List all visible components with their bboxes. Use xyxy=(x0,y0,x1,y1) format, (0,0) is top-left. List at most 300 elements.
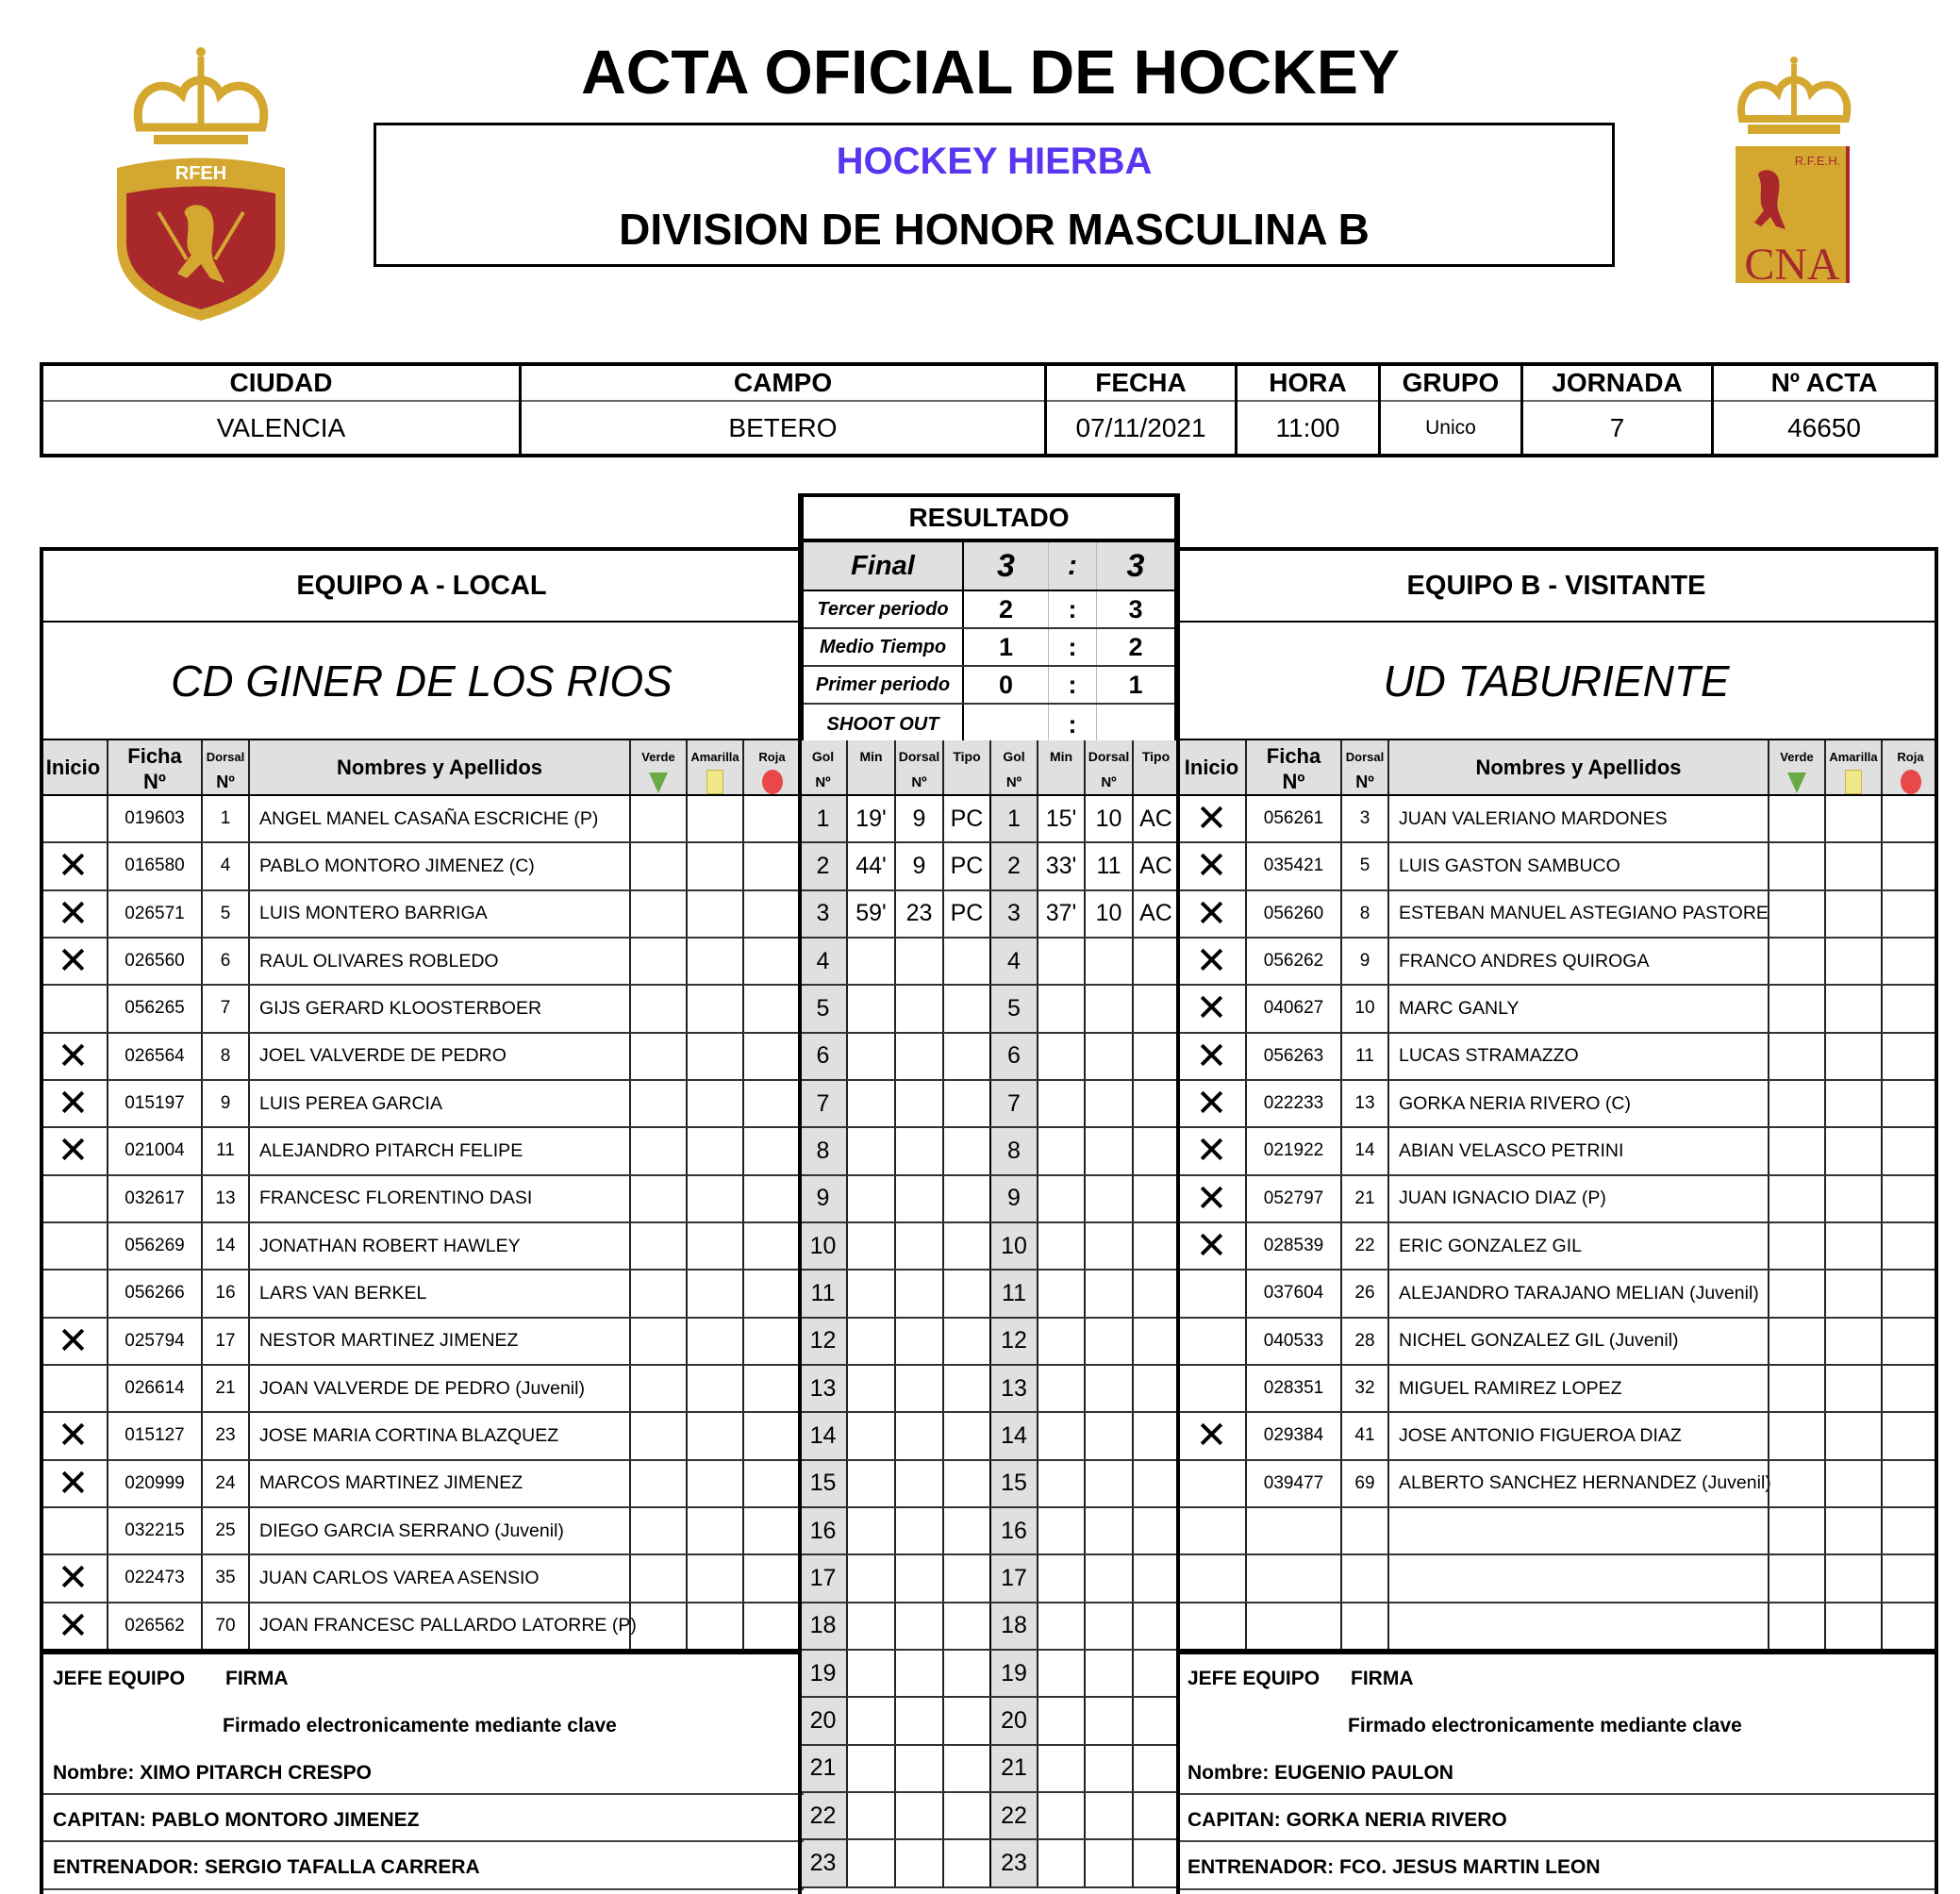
goal-dorsal-a[interactable] xyxy=(894,1746,942,1791)
goal-dorsal-a[interactable] xyxy=(894,1461,942,1506)
goal-dorsal-a[interactable]: 9 xyxy=(894,796,942,841)
goal-min-b[interactable] xyxy=(1037,1319,1084,1364)
goal-min-b[interactable] xyxy=(1037,1793,1084,1838)
goal-min-a[interactable] xyxy=(846,986,894,1031)
yellow-card-cell[interactable] xyxy=(686,1034,742,1079)
goal-tipo-a[interactable] xyxy=(942,1651,989,1696)
green-card-cell[interactable] xyxy=(1768,1034,1824,1079)
inicio-mark[interactable] xyxy=(1178,1508,1245,1553)
goal-tipo-b[interactable] xyxy=(1132,1413,1178,1458)
goal-dorsal-a[interactable] xyxy=(894,986,942,1031)
inicio-mark[interactable] xyxy=(40,796,107,841)
red-card-cell[interactable] xyxy=(1881,1366,1938,1411)
goal-row xyxy=(800,1081,1178,1128)
yellow-card-cell[interactable] xyxy=(1824,1271,1881,1316)
goal-tipo-b[interactable] xyxy=(1132,1128,1178,1173)
goal-dorsal-b[interactable]: 10 xyxy=(1084,796,1132,841)
yellow-card-cell[interactable] xyxy=(686,1128,742,1173)
goal-tipo-b[interactable] xyxy=(1132,1366,1178,1411)
goal-dorsal-a[interactable]: 23 xyxy=(894,891,942,937)
goal-tipo-a[interactable] xyxy=(942,1223,989,1269)
inicio-mark[interactable]: ✕ xyxy=(57,1557,90,1600)
goal-min-a[interactable] xyxy=(846,1698,894,1743)
goal-min-b[interactable] xyxy=(1037,986,1084,1031)
goal-tipo-a[interactable] xyxy=(942,1746,989,1791)
goal-min-b[interactable]: 33' xyxy=(1037,843,1084,889)
red-card-cell[interactable] xyxy=(742,1176,800,1221)
yellow-card-cell[interactable] xyxy=(1824,843,1881,889)
yellow-card-cell[interactable] xyxy=(686,1508,742,1553)
green-card-cell[interactable] xyxy=(629,986,686,1031)
red-card-cell[interactable] xyxy=(1881,939,1938,984)
goal-tipo-a[interactable] xyxy=(942,1366,989,1411)
yellow-card-cell[interactable] xyxy=(1824,939,1881,984)
yellow-card-cell[interactable] xyxy=(1824,1461,1881,1506)
green-card-cell[interactable] xyxy=(629,1128,686,1173)
goal-dorsal-b[interactable] xyxy=(1084,1081,1132,1126)
goal-dorsal-b[interactable] xyxy=(1084,1034,1132,1079)
green-card-cell[interactable] xyxy=(629,843,686,889)
yellow-card-cell[interactable] xyxy=(686,1223,742,1269)
green-card-cell[interactable] xyxy=(629,1413,686,1458)
goal-dorsal-b[interactable] xyxy=(1084,1603,1132,1649)
goal-min-b[interactable] xyxy=(1037,1461,1084,1506)
goal-tipo-b[interactable]: AC xyxy=(1132,891,1178,937)
goal-dorsal-b[interactable] xyxy=(1084,1366,1132,1411)
goal-dorsal-a[interactable] xyxy=(894,1223,942,1269)
red-card-cell[interactable] xyxy=(1881,1555,1938,1601)
red-card-cell[interactable] xyxy=(1881,1034,1938,1079)
goal-min-a[interactable] xyxy=(846,1223,894,1269)
goal-tipo-b[interactable] xyxy=(1132,1840,1178,1886)
goal-min-a[interactable] xyxy=(846,1461,894,1506)
green-card-cell[interactable] xyxy=(1768,1555,1824,1601)
red-card-cell[interactable] xyxy=(1881,1461,1938,1506)
goal-dorsal-a[interactable] xyxy=(894,1271,942,1316)
goal-tipo-b[interactable] xyxy=(1132,1223,1178,1269)
goal-tipo-b[interactable] xyxy=(1132,1034,1178,1079)
goal-tipo-a[interactable] xyxy=(942,1603,989,1649)
goal-tipo-a[interactable] xyxy=(942,1128,989,1173)
inicio-mark[interactable]: ✕ xyxy=(57,845,90,888)
green-card-cell[interactable] xyxy=(1768,1319,1824,1364)
yellow-card-cell[interactable] xyxy=(686,796,742,841)
goal-dorsal-b[interactable] xyxy=(1084,939,1132,984)
goal-tipo-b[interactable] xyxy=(1132,1793,1178,1838)
yellow-card-cell[interactable] xyxy=(686,1555,742,1601)
ficha-number: 026614 xyxy=(107,1366,201,1411)
goal-min-a[interactable]: 59' xyxy=(846,891,894,937)
goal-dorsal-b[interactable]: 11 xyxy=(1084,843,1132,889)
yellow-card-icon xyxy=(706,770,723,794)
red-card-cell[interactable] xyxy=(742,1555,800,1601)
green-card-cell[interactable] xyxy=(629,1603,686,1649)
goal-min-b[interactable] xyxy=(1037,1366,1084,1411)
goal-tipo-b[interactable] xyxy=(1132,1555,1178,1601)
goal-tipo-a[interactable] xyxy=(942,1081,989,1126)
goal-dorsal-b[interactable] xyxy=(1084,1651,1132,1696)
player-row xyxy=(1178,1461,1938,1508)
green-card-cell[interactable] xyxy=(1768,939,1824,984)
goal-dorsal-b[interactable] xyxy=(1084,986,1132,1031)
goal-min-a[interactable] xyxy=(846,1128,894,1173)
inicio-mark[interactable] xyxy=(40,1366,107,1411)
goal-min-a[interactable] xyxy=(846,939,894,984)
green-card-cell[interactable] xyxy=(629,939,686,984)
dorsal-number: 70 xyxy=(201,1603,248,1649)
green-card-cell[interactable] xyxy=(1768,986,1824,1031)
green-card-cell[interactable] xyxy=(629,1461,686,1506)
red-card-cell[interactable] xyxy=(742,1081,800,1126)
red-card-cell[interactable] xyxy=(742,1366,800,1411)
green-card-cell[interactable] xyxy=(629,1271,686,1316)
result-label: SHOOT OUT xyxy=(804,705,964,744)
red-card-cell[interactable] xyxy=(742,1128,800,1173)
green-card-cell[interactable] xyxy=(1768,891,1824,937)
green-card-cell[interactable] xyxy=(629,1319,686,1364)
goal-min-b[interactable] xyxy=(1037,1840,1084,1886)
green-card-cell[interactable] xyxy=(629,1034,686,1079)
green-card-cell[interactable] xyxy=(629,1081,686,1126)
col-dorsal: Dorsal Nº xyxy=(1340,740,1387,794)
red-card-cell[interactable] xyxy=(742,1271,800,1316)
green-card-cell[interactable] xyxy=(629,1366,686,1411)
goal-tipo-a[interactable] xyxy=(942,1271,989,1316)
goal-dorsal-b[interactable] xyxy=(1084,1461,1132,1506)
goal-tipo-b[interactable] xyxy=(1132,1461,1178,1506)
yellow-card-cell[interactable] xyxy=(686,1461,742,1506)
goal-min-b[interactable] xyxy=(1037,1176,1084,1221)
goal-dorsal-a[interactable] xyxy=(894,1651,942,1696)
goal-tipo-a[interactable]: PC xyxy=(942,843,989,889)
yellow-card-cell[interactable] xyxy=(1824,1508,1881,1553)
goal-min-b[interactable] xyxy=(1037,939,1084,984)
green-card-cell[interactable] xyxy=(629,1176,686,1221)
red-card-cell[interactable] xyxy=(742,939,800,984)
green-card-cell[interactable] xyxy=(1768,1271,1824,1316)
goal-min-b[interactable] xyxy=(1037,1555,1084,1601)
green-card-cell[interactable] xyxy=(1768,843,1824,889)
green-card-cell[interactable] xyxy=(1768,1603,1824,1649)
goal-min-b[interactable] xyxy=(1037,1651,1084,1696)
yellow-card-cell[interactable] xyxy=(1824,1081,1881,1126)
inicio-mark[interactable] xyxy=(1178,1603,1245,1649)
red-card-cell[interactable] xyxy=(742,1603,800,1649)
dorsal-number: 13 xyxy=(201,1176,248,1221)
yellow-card-cell[interactable] xyxy=(1824,1603,1881,1649)
red-card-cell[interactable] xyxy=(1881,843,1938,889)
goal-dorsal-a[interactable] xyxy=(894,1081,942,1126)
inicio-mark[interactable] xyxy=(40,1176,107,1221)
inicio-mark[interactable]: ✕ xyxy=(1195,1225,1228,1268)
inicio-mark[interactable]: ✕ xyxy=(57,1035,90,1077)
red-card-cell[interactable] xyxy=(742,1223,800,1269)
inicio-mark[interactable] xyxy=(1178,1319,1245,1364)
yellow-card-cell[interactable] xyxy=(686,1366,742,1411)
green-card-cell[interactable] xyxy=(1768,1128,1824,1173)
goal-dorsal-b[interactable] xyxy=(1084,1413,1132,1458)
red-card-cell[interactable] xyxy=(742,1461,800,1506)
red-card-cell[interactable] xyxy=(1881,796,1938,841)
goal-min-a[interactable] xyxy=(846,1271,894,1316)
yellow-card-cell[interactable] xyxy=(686,1271,742,1316)
goal-dorsal-a[interactable] xyxy=(894,939,942,984)
goal-min-b[interactable]: 15' xyxy=(1037,796,1084,841)
red-card-cell[interactable] xyxy=(742,1034,800,1079)
yellow-card-cell[interactable] xyxy=(686,986,742,1031)
red-card-cell[interactable] xyxy=(1881,1223,1938,1269)
yellow-card-cell[interactable] xyxy=(1824,1413,1881,1458)
goal-min-b[interactable] xyxy=(1037,1128,1084,1173)
yellow-card-cell[interactable] xyxy=(686,891,742,937)
green-card-cell[interactable] xyxy=(1768,1081,1824,1126)
goal-tipo-a[interactable] xyxy=(942,939,989,984)
inicio-mark[interactable]: ✕ xyxy=(1195,940,1228,983)
goal-dorsal-b[interactable] xyxy=(1084,1176,1132,1221)
yellow-card-cell[interactable] xyxy=(686,939,742,984)
goal-dorsal-b[interactable] xyxy=(1084,1698,1132,1743)
green-card-cell[interactable] xyxy=(1768,1176,1824,1221)
green-card-cell[interactable] xyxy=(1768,1508,1824,1553)
green-card-cell[interactable] xyxy=(1768,796,1824,841)
yellow-card-cell[interactable] xyxy=(1824,1366,1881,1411)
goal-tipo-a[interactable] xyxy=(942,1413,989,1458)
yellow-card-cell[interactable] xyxy=(1824,1176,1881,1221)
goal-tipo-b[interactable] xyxy=(1132,1651,1178,1696)
green-card-cell[interactable] xyxy=(1768,1413,1824,1458)
inicio-mark[interactable] xyxy=(1178,1461,1245,1506)
info-header: CIUDAD xyxy=(43,366,519,402)
goal-min-a[interactable] xyxy=(846,1176,894,1221)
yellow-card-cell[interactable] xyxy=(1824,1128,1881,1173)
goal-min-a[interactable] xyxy=(846,1555,894,1601)
inicio-mark[interactable]: ✕ xyxy=(1195,1035,1228,1077)
goal-tipo-b[interactable] xyxy=(1132,1746,1178,1791)
goal-min-a[interactable] xyxy=(846,1746,894,1791)
goal-dorsal-a[interactable] xyxy=(894,1413,942,1458)
goal-dorsal-a[interactable] xyxy=(894,1555,942,1601)
yellow-card-cell[interactable] xyxy=(1824,1034,1881,1079)
red-card-cell[interactable] xyxy=(742,1413,800,1458)
goal-min-a[interactable] xyxy=(846,1081,894,1126)
goal-dorsal-b[interactable] xyxy=(1084,1793,1132,1838)
inicio-mark[interactable]: ✕ xyxy=(57,1130,90,1172)
red-card-cell[interactable] xyxy=(1881,1603,1938,1649)
goal-dorsal-b[interactable] xyxy=(1084,1840,1132,1886)
goal-tipo-b[interactable] xyxy=(1132,1508,1178,1553)
goal-min-b[interactable] xyxy=(1037,1508,1084,1553)
yellow-card-cell[interactable] xyxy=(686,1081,742,1126)
ficha-number: 015197 xyxy=(107,1081,201,1126)
yellow-card-cell[interactable] xyxy=(686,1603,742,1649)
inicio-mark[interactable]: ✕ xyxy=(1195,1177,1228,1220)
yellow-card-cell[interactable] xyxy=(1824,986,1881,1031)
goal-min-a[interactable] xyxy=(846,1034,894,1079)
red-card-cell[interactable] xyxy=(1881,1508,1938,1553)
inicio-mark[interactable] xyxy=(1178,1271,1245,1316)
goal-dorsal-a[interactable] xyxy=(894,1034,942,1079)
green-card-cell[interactable] xyxy=(629,1555,686,1601)
goal-dorsal-a[interactable] xyxy=(894,1176,942,1221)
green-card-cell[interactable] xyxy=(629,1508,686,1553)
goal-tipo-b[interactable] xyxy=(1132,1319,1178,1364)
inicio-mark[interactable]: ✕ xyxy=(57,1604,90,1647)
green-card-cell[interactable] xyxy=(1768,1223,1824,1269)
goal-tipo-b[interactable] xyxy=(1132,1271,1178,1316)
goal-tipo-a[interactable]: PC xyxy=(942,891,989,937)
goal-tipo-b[interactable]: AC xyxy=(1132,843,1178,889)
red-card-cell[interactable] xyxy=(1881,1081,1938,1126)
inicio-mark[interactable] xyxy=(1178,1555,1245,1601)
goal-tipo-a[interactable] xyxy=(942,1555,989,1601)
col-roja: Roja xyxy=(1881,740,1938,794)
goal-min-b[interactable] xyxy=(1037,1034,1084,1079)
red-card-cell[interactable] xyxy=(1881,1176,1938,1221)
inicio-mark[interactable]: ✕ xyxy=(57,892,90,935)
goal-min-b[interactable] xyxy=(1037,1223,1084,1269)
dorsal-number: 10 xyxy=(1340,986,1387,1031)
green-card-cell[interactable] xyxy=(629,891,686,937)
goal-min-a[interactable] xyxy=(846,1840,894,1886)
goal-min-a[interactable] xyxy=(846,1508,894,1553)
inicio-mark[interactable]: ✕ xyxy=(1195,798,1228,840)
goal-dorsal-b[interactable] xyxy=(1084,1746,1132,1791)
yellow-card-cell[interactable] xyxy=(1824,796,1881,841)
goal-tipo-b[interactable] xyxy=(1132,1081,1178,1126)
green-card-cell[interactable] xyxy=(1768,1366,1824,1411)
goal-dorsal-b[interactable] xyxy=(1084,1271,1132,1316)
inicio-mark[interactable]: ✕ xyxy=(57,1462,90,1504)
goal-tipo-b[interactable]: AC xyxy=(1132,796,1178,841)
inicio-mark[interactable]: ✕ xyxy=(1195,1415,1228,1457)
yellow-card-cell[interactable] xyxy=(686,1413,742,1458)
red-card-cell[interactable] xyxy=(742,1319,800,1364)
result-home: 2 xyxy=(964,591,1049,627)
goal-tipo-b[interactable] xyxy=(1132,1603,1178,1649)
green-card-cell[interactable] xyxy=(1768,1461,1824,1506)
inicio-mark[interactable]: ✕ xyxy=(1195,1083,1228,1125)
yellow-card-cell[interactable] xyxy=(1824,891,1881,937)
inicio-mark[interactable] xyxy=(40,1271,107,1316)
goal-min-b[interactable] xyxy=(1037,1413,1084,1458)
inicio-mark[interactable] xyxy=(40,1508,107,1553)
goal-min-b[interactable] xyxy=(1037,1603,1084,1649)
red-card-cell[interactable] xyxy=(1881,1271,1938,1316)
goal-dorsal-a[interactable] xyxy=(894,1793,942,1838)
goal-dorsal-b[interactable]: 10 xyxy=(1084,891,1132,937)
goal-tipo-a[interactable] xyxy=(942,1034,989,1079)
yellow-card-cell[interactable] xyxy=(1824,1555,1881,1601)
goal-dorsal-a[interactable] xyxy=(894,1840,942,1886)
goal-tipo-b[interactable] xyxy=(1132,939,1178,984)
inicio-mark[interactable]: ✕ xyxy=(1195,1130,1228,1172)
goal-dorsal-b[interactable] xyxy=(1084,1128,1132,1173)
goal-dorsal-a[interactable] xyxy=(894,1603,942,1649)
green-card-cell[interactable] xyxy=(629,796,686,841)
goal-tipo-b[interactable] xyxy=(1132,1176,1178,1221)
red-card-cell[interactable] xyxy=(742,1508,800,1553)
inicio-mark[interactable]: ✕ xyxy=(1195,892,1228,935)
inicio-mark[interactable]: ✕ xyxy=(57,940,90,983)
goal-min-a[interactable] xyxy=(846,1319,894,1364)
red-card-cell[interactable] xyxy=(1881,986,1938,1031)
yellow-card-cell[interactable] xyxy=(686,1319,742,1364)
red-card-cell[interactable] xyxy=(1881,1319,1938,1364)
goal-min-a[interactable] xyxy=(846,1413,894,1458)
inicio-mark[interactable] xyxy=(40,1223,107,1269)
goal-min-a[interactable]: 19' xyxy=(846,796,894,841)
entrenador: ENTRENADOR: FCO. JESUS MARTIN LEON xyxy=(1188,1856,1601,1878)
goal-tipo-a[interactable] xyxy=(942,1319,989,1364)
inicio-mark[interactable] xyxy=(40,986,107,1031)
green-card-cell[interactable] xyxy=(629,1223,686,1269)
inicio-mark[interactable]: ✕ xyxy=(57,1320,90,1362)
goal-tipo-a[interactable] xyxy=(942,1461,989,1506)
goal-dorsal-a[interactable] xyxy=(894,1366,942,1411)
red-card-cell[interactable] xyxy=(742,796,800,841)
yellow-card-cell[interactable] xyxy=(1824,1223,1881,1269)
yellow-card-cell[interactable] xyxy=(686,843,742,889)
goal-dorsal-a[interactable] xyxy=(894,1508,942,1553)
inicio-mark[interactable] xyxy=(1178,1366,1245,1411)
goal-min-b[interactable] xyxy=(1037,1081,1084,1126)
goal-tipo-b[interactable] xyxy=(1132,986,1178,1031)
inicio-mark[interactable]: ✕ xyxy=(57,1083,90,1125)
yellow-card-cell[interactable] xyxy=(1824,1319,1881,1364)
goal-dorsal-b[interactable] xyxy=(1084,1555,1132,1601)
goal-dorsal-b[interactable] xyxy=(1084,1319,1132,1364)
goal-min-a[interactable] xyxy=(846,1366,894,1411)
goal-tipo-a[interactable] xyxy=(942,986,989,1031)
goal-min-b[interactable] xyxy=(1037,1698,1084,1743)
red-card-cell[interactable] xyxy=(742,986,800,1031)
red-card-cell[interactable] xyxy=(1881,1128,1938,1173)
inicio-mark[interactable]: ✕ xyxy=(1195,988,1228,1030)
red-card-cell[interactable] xyxy=(742,891,800,937)
goal-min-b[interactable] xyxy=(1037,1271,1084,1316)
goal-tipo-b[interactable] xyxy=(1132,1698,1178,1743)
goal-tipo-a[interactable] xyxy=(942,1508,989,1553)
red-card-cell[interactable] xyxy=(1881,1413,1938,1458)
goal-min-b[interactable]: 37' xyxy=(1037,891,1084,937)
goal-min-a[interactable] xyxy=(846,1793,894,1838)
inicio-mark[interactable]: ✕ xyxy=(57,1415,90,1457)
goal-dorsal-a[interactable] xyxy=(894,1319,942,1364)
goal-tipo-a[interactable] xyxy=(942,1840,989,1886)
goal-dorsal-a[interactable] xyxy=(894,1128,942,1173)
goal-min-a[interactable] xyxy=(846,1651,894,1696)
goal-tipo-a[interactable] xyxy=(942,1793,989,1838)
goal-tipo-a[interactable]: PC xyxy=(942,796,989,841)
goal-dorsal-a[interactable] xyxy=(894,1698,942,1743)
goal-row xyxy=(800,1508,1178,1555)
player-row xyxy=(1178,1603,1938,1651)
yellow-card-cell[interactable] xyxy=(686,1176,742,1221)
goal-number-a: 14 xyxy=(800,1413,846,1458)
goal-min-a[interactable] xyxy=(846,1603,894,1649)
inicio-mark[interactable]: ✕ xyxy=(1195,845,1228,888)
goal-dorsal-b[interactable] xyxy=(1084,1508,1132,1553)
goal-dorsal-b[interactable] xyxy=(1084,1223,1132,1269)
red-card-cell[interactable] xyxy=(742,843,800,889)
goal-min-a[interactable]: 44' xyxy=(846,843,894,889)
ficha-number: 029384 xyxy=(1245,1413,1340,1458)
goal-tipo-a[interactable] xyxy=(942,1176,989,1221)
goal-min-b[interactable] xyxy=(1037,1746,1084,1791)
goal-dorsal-a[interactable]: 9 xyxy=(894,843,942,889)
goal-tipo-a[interactable] xyxy=(942,1698,989,1743)
red-card-cell[interactable] xyxy=(1881,891,1938,937)
